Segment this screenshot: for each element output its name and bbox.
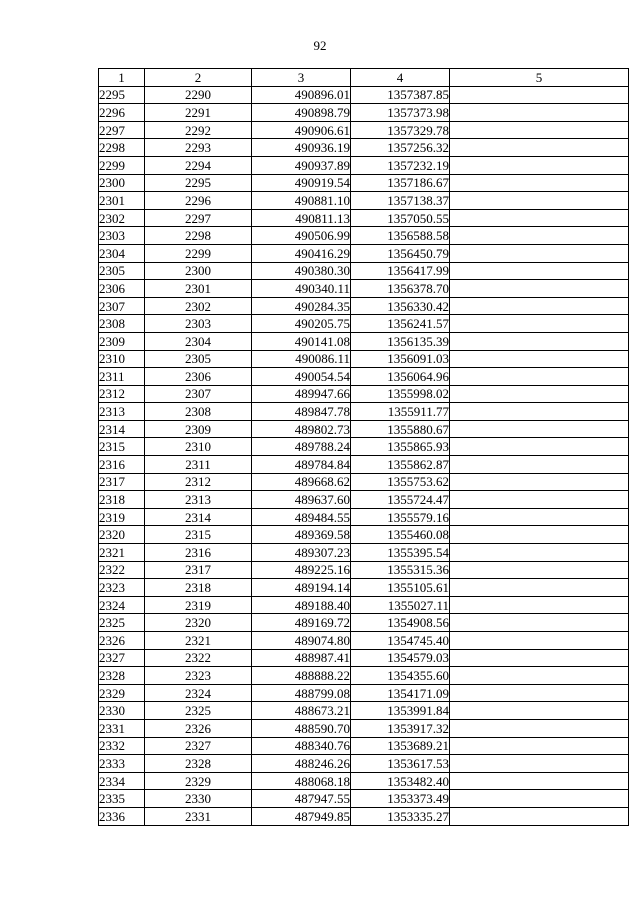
table-row <box>99 684 629 702</box>
table-row <box>99 702 629 720</box>
table-row <box>99 807 629 825</box>
table-cell-col-5 <box>450 614 629 632</box>
table-row <box>99 579 629 597</box>
table-cell-col-5 <box>450 192 629 210</box>
table-cell-col-2: 2315 <box>145 526 252 544</box>
table-cell-col-2: 2295 <box>145 174 252 192</box>
table-cell-col-4: 1356417.99 <box>351 262 450 280</box>
table-cell-col-4: 1356241.57 <box>351 315 450 333</box>
table-cell-col-4: 1355753.62 <box>351 473 450 491</box>
table-cell-col-2: 2326 <box>145 719 252 737</box>
table-cell-col-2: 2328 <box>145 755 252 773</box>
table-cell-col-2: 2307 <box>145 385 252 403</box>
table-cell-col-2: 2300 <box>145 262 252 280</box>
table-cell-col-4: 1355880.67 <box>351 420 450 438</box>
table-cell-col-1: 2329 <box>99 684 145 702</box>
table-cell-col-3: 490340.11 <box>252 280 351 298</box>
table-cell-col-2: 2320 <box>145 614 252 632</box>
table-cell-col-5 <box>450 244 629 262</box>
table-cell-col-5 <box>450 491 629 509</box>
table-row <box>99 174 629 192</box>
table-cell-col-1: 2311 <box>99 368 145 386</box>
table-row <box>99 368 629 386</box>
table-cell-col-3: 489194.14 <box>252 579 351 597</box>
table-cell-col-1: 2313 <box>99 403 145 421</box>
table-cell-col-1: 2309 <box>99 332 145 350</box>
table-cell-col-2: 2306 <box>145 368 252 386</box>
table-cell-col-2: 2323 <box>145 667 252 685</box>
table-cell-col-3: 490896.01 <box>252 86 351 104</box>
table-cell-col-2: 2330 <box>145 790 252 808</box>
table-cell-col-2: 2314 <box>145 508 252 526</box>
header-cell-1: 1 <box>99 69 145 87</box>
table-cell-col-4: 1356064.96 <box>351 368 450 386</box>
table-row <box>99 262 629 280</box>
table-row <box>99 86 629 104</box>
table-cell-col-2: 2297 <box>145 209 252 227</box>
table-cell-col-1: 2307 <box>99 297 145 315</box>
table-cell-col-1: 2314 <box>99 420 145 438</box>
table-row <box>99 755 629 773</box>
table-cell-col-3: 488590.70 <box>252 719 351 737</box>
table-cell-col-5 <box>450 280 629 298</box>
table-cell-col-5 <box>450 104 629 122</box>
table-row <box>99 438 629 456</box>
table-cell-col-2: 2331 <box>145 807 252 825</box>
table-row <box>99 209 629 227</box>
table-cell-col-3: 487947.55 <box>252 790 351 808</box>
table-cell-col-2: 2303 <box>145 315 252 333</box>
table-cell-col-1: 2306 <box>99 280 145 298</box>
table-row <box>99 649 629 667</box>
header-cell-3: 3 <box>252 69 351 87</box>
table-cell-col-1: 2323 <box>99 579 145 597</box>
table-cell-col-1: 2300 <box>99 174 145 192</box>
table-row <box>99 667 629 685</box>
table-row <box>99 121 629 139</box>
table-cell-col-1: 2305 <box>99 262 145 280</box>
table-cell-col-5 <box>450 262 629 280</box>
table-cell-col-3: 489947.66 <box>252 385 351 403</box>
table-cell-col-3: 489788.24 <box>252 438 351 456</box>
table-cell-col-2: 2301 <box>145 280 252 298</box>
table-row <box>99 790 629 808</box>
table-cell-col-5 <box>450 579 629 597</box>
table-cell-col-3: 489307.23 <box>252 544 351 562</box>
table-cell-col-5 <box>450 420 629 438</box>
table-cell-col-5 <box>450 508 629 526</box>
table-cell-col-3: 489637.60 <box>252 491 351 509</box>
table-row <box>99 719 629 737</box>
table-cell-col-4: 1355911.77 <box>351 403 450 421</box>
table-cell-col-1: 2328 <box>99 667 145 685</box>
table-cell-col-3: 489188.40 <box>252 596 351 614</box>
table-cell-col-3: 488068.18 <box>252 772 351 790</box>
table-cell-col-4: 1354355.60 <box>351 667 450 685</box>
table-cell-col-4: 1356330.42 <box>351 297 450 315</box>
table-cell-col-5 <box>450 790 629 808</box>
table-cell-col-3: 490205.75 <box>252 315 351 333</box>
table-cell-col-4: 1355315.36 <box>351 561 450 579</box>
table-row <box>99 192 629 210</box>
table-cell-col-4: 1357232.19 <box>351 156 450 174</box>
table-cell-col-2: 2310 <box>145 438 252 456</box>
table-cell-col-1: 2332 <box>99 737 145 755</box>
table-cell-col-5 <box>450 156 629 174</box>
table-cell-col-3: 488799.08 <box>252 684 351 702</box>
table-cell-col-4: 1356378.70 <box>351 280 450 298</box>
table-row <box>99 561 629 579</box>
table-cell-col-3: 489074.80 <box>252 632 351 650</box>
table-cell-col-5 <box>450 702 629 720</box>
table-cell-col-1: 2296 <box>99 104 145 122</box>
table-cell-col-2: 2292 <box>145 121 252 139</box>
table-cell-col-2: 2298 <box>145 227 252 245</box>
table-cell-col-3: 487949.85 <box>252 807 351 825</box>
table-cell-col-3: 490936.19 <box>252 139 351 157</box>
table-row <box>99 332 629 350</box>
table-cell-col-2: 2296 <box>145 192 252 210</box>
table-cell-col-3: 490141.08 <box>252 332 351 350</box>
table-row <box>99 544 629 562</box>
table-cell-col-1: 2325 <box>99 614 145 632</box>
table-cell-col-4: 1357050.55 <box>351 209 450 227</box>
table-cell-col-5 <box>450 174 629 192</box>
table-cell-col-2: 2299 <box>145 244 252 262</box>
table-row <box>99 403 629 421</box>
table-cell-col-2: 2325 <box>145 702 252 720</box>
table-cell-col-5 <box>450 473 629 491</box>
table-cell-col-2: 2322 <box>145 649 252 667</box>
table-cell-col-4: 1355579.16 <box>351 508 450 526</box>
table-cell-col-3: 490086.11 <box>252 350 351 368</box>
table-cell-col-4: 1355105.61 <box>351 579 450 597</box>
table-cell-col-3: 489169.72 <box>252 614 351 632</box>
table-cell-col-5 <box>450 737 629 755</box>
table-cell-col-2: 2312 <box>145 473 252 491</box>
header-cell-5: 5 <box>450 69 629 87</box>
table-row <box>99 420 629 438</box>
table-cell-col-5 <box>450 649 629 667</box>
table-cell-col-2: 2313 <box>145 491 252 509</box>
table-cell-col-4: 1354579.03 <box>351 649 450 667</box>
table-cell-col-3: 490898.79 <box>252 104 351 122</box>
header-row <box>99 69 629 87</box>
table-cell-col-1: 2336 <box>99 807 145 825</box>
table-cell-col-1: 2319 <box>99 508 145 526</box>
table-row <box>99 632 629 650</box>
table-cell-col-2: 2317 <box>145 561 252 579</box>
table-cell-col-5 <box>450 561 629 579</box>
table-row <box>99 491 629 509</box>
table-cell-col-5 <box>450 632 629 650</box>
table-cell-col-4: 1355027.11 <box>351 596 450 614</box>
table-cell-col-1: 2315 <box>99 438 145 456</box>
table-cell-col-3: 488673.21 <box>252 702 351 720</box>
table-cell-col-4: 1355865.93 <box>351 438 450 456</box>
table-cell-col-1: 2317 <box>99 473 145 491</box>
table-cell-col-3: 490906.61 <box>252 121 351 139</box>
table-cell-col-1: 2308 <box>99 315 145 333</box>
table-row <box>99 244 629 262</box>
table-cell-col-5 <box>450 772 629 790</box>
table-cell-col-5 <box>450 403 629 421</box>
table-cell-col-5 <box>450 297 629 315</box>
table-cell-col-1: 2304 <box>99 244 145 262</box>
table-cell-col-2: 2309 <box>145 420 252 438</box>
table-cell-col-1: 2318 <box>99 491 145 509</box>
table-cell-col-2: 2311 <box>145 456 252 474</box>
table-cell-col-3: 490380.30 <box>252 262 351 280</box>
table-cell-col-4: 1357329.78 <box>351 121 450 139</box>
table-cell-col-5 <box>450 526 629 544</box>
table-row <box>99 737 629 755</box>
table-cell-col-5 <box>450 684 629 702</box>
table-cell-col-5 <box>450 719 629 737</box>
table-cell-col-1: 2320 <box>99 526 145 544</box>
table-cell-col-2: 2304 <box>145 332 252 350</box>
table-row <box>99 456 629 474</box>
table-cell-col-2: 2305 <box>145 350 252 368</box>
table-cell-col-5 <box>450 350 629 368</box>
table-cell-col-4: 1357373.98 <box>351 104 450 122</box>
coordinates-table <box>98 68 629 826</box>
table-cell-col-3: 490937.89 <box>252 156 351 174</box>
table-cell-col-2: 2319 <box>145 596 252 614</box>
table-cell-col-4: 1356135.39 <box>351 332 450 350</box>
table-cell-col-2: 2290 <box>145 86 252 104</box>
table-cell-col-4: 1355998.02 <box>351 385 450 403</box>
table-row <box>99 526 629 544</box>
table-cell-col-3: 489369.58 <box>252 526 351 544</box>
table-cell-col-3: 490811.13 <box>252 209 351 227</box>
table-cell-col-3: 489668.62 <box>252 473 351 491</box>
header-cell-2: 2 <box>145 69 252 87</box>
table-cell-col-1: 2327 <box>99 649 145 667</box>
table-row <box>99 156 629 174</box>
table-cell-col-2: 2316 <box>145 544 252 562</box>
table-row <box>99 227 629 245</box>
table-row <box>99 614 629 632</box>
table-cell-col-5 <box>450 544 629 562</box>
table-cell-col-2: 2294 <box>145 156 252 174</box>
table-cell-col-4: 1353991.84 <box>351 702 450 720</box>
table-cell-col-2: 2308 <box>145 403 252 421</box>
table-cell-col-1: 2326 <box>99 632 145 650</box>
table-cell-col-1: 2331 <box>99 719 145 737</box>
table-row <box>99 280 629 298</box>
table-cell-col-4: 1355862.87 <box>351 456 450 474</box>
table-cell-col-4: 1357387.85 <box>351 86 450 104</box>
table-cell-col-1: 2303 <box>99 227 145 245</box>
table-cell-col-1: 2297 <box>99 121 145 139</box>
table-cell-col-4: 1353335.27 <box>351 807 450 825</box>
table-cell-col-1: 2302 <box>99 209 145 227</box>
table-cell-col-1: 2322 <box>99 561 145 579</box>
table-cell-col-2: 2318 <box>145 579 252 597</box>
table-cell-col-1: 2334 <box>99 772 145 790</box>
table-cell-col-1: 2316 <box>99 456 145 474</box>
table-row <box>99 350 629 368</box>
header-cell-4: 4 <box>351 69 450 87</box>
table-cell-col-4: 1357138.37 <box>351 192 450 210</box>
table-cell-col-4: 1356091.03 <box>351 350 450 368</box>
table-cell-col-1: 2301 <box>99 192 145 210</box>
table-cell-col-1: 2333 <box>99 755 145 773</box>
table-cell-col-2: 2302 <box>145 297 252 315</box>
table-cell-col-5 <box>450 121 629 139</box>
table-cell-col-4: 1357186.67 <box>351 174 450 192</box>
table-cell-col-3: 488987.41 <box>252 649 351 667</box>
page-number: 92 <box>313 38 327 53</box>
table-cell-col-5 <box>450 456 629 474</box>
table-cell-col-2: 2324 <box>145 684 252 702</box>
table-cell-col-3: 490416.29 <box>252 244 351 262</box>
table-body <box>99 86 629 825</box>
table-cell-col-1: 2310 <box>99 350 145 368</box>
table-cell-col-5 <box>450 807 629 825</box>
table-cell-col-1: 2299 <box>99 156 145 174</box>
table-cell-col-3: 490284.35 <box>252 297 351 315</box>
table-cell-col-1: 2330 <box>99 702 145 720</box>
table-cell-col-1: 2321 <box>99 544 145 562</box>
table-cell-col-1: 2298 <box>99 139 145 157</box>
table-cell-col-5 <box>450 332 629 350</box>
table-cell-col-1: 2295 <box>99 86 145 104</box>
table-cell-col-4: 1356450.79 <box>351 244 450 262</box>
table-cell-col-5 <box>450 667 629 685</box>
table-cell-col-3: 489484.55 <box>252 508 351 526</box>
table-cell-col-3: 490054.54 <box>252 368 351 386</box>
table-cell-col-3: 490919.54 <box>252 174 351 192</box>
table-cell-col-3: 489802.73 <box>252 420 351 438</box>
table-cell-col-5 <box>450 227 629 245</box>
table-cell-col-1: 2324 <box>99 596 145 614</box>
table-row <box>99 385 629 403</box>
table-cell-col-5 <box>450 385 629 403</box>
table-cell-col-3: 489847.78 <box>252 403 351 421</box>
table-cell-col-4: 1353917.32 <box>351 719 450 737</box>
table-row <box>99 772 629 790</box>
table-cell-col-4: 1353689.21 <box>351 737 450 755</box>
table-row <box>99 297 629 315</box>
table-cell-col-2: 2291 <box>145 104 252 122</box>
table-cell-col-4: 1356588.58 <box>351 227 450 245</box>
table-cell-col-2: 2329 <box>145 772 252 790</box>
table-cell-col-4: 1353482.40 <box>351 772 450 790</box>
table-cell-col-3: 490881.10 <box>252 192 351 210</box>
table-cell-col-2: 2327 <box>145 737 252 755</box>
table-cell-col-3: 488888.22 <box>252 667 351 685</box>
table-cell-col-1: 2335 <box>99 790 145 808</box>
table-header <box>99 69 629 87</box>
table-row <box>99 473 629 491</box>
table-row <box>99 104 629 122</box>
table-cell-col-2: 2293 <box>145 139 252 157</box>
table-cell-col-4: 1355460.08 <box>351 526 450 544</box>
table-cell-col-5 <box>450 368 629 386</box>
table-cell-col-4: 1353373.49 <box>351 790 450 808</box>
table-cell-col-5 <box>450 209 629 227</box>
table-cell-col-5 <box>450 596 629 614</box>
table-row <box>99 596 629 614</box>
table-cell-col-4: 1353617.53 <box>351 755 450 773</box>
table-cell-col-5 <box>450 315 629 333</box>
table-cell-col-5 <box>450 139 629 157</box>
table-cell-col-5 <box>450 86 629 104</box>
table-cell-col-4: 1354171.09 <box>351 684 450 702</box>
table-cell-col-4: 1357256.32 <box>351 139 450 157</box>
table-cell-col-5 <box>450 438 629 456</box>
table-cell-col-4: 1354745.40 <box>351 632 450 650</box>
table-cell-col-3: 489784.84 <box>252 456 351 474</box>
table-cell-col-3: 490506.99 <box>252 227 351 245</box>
table-row <box>99 315 629 333</box>
table-cell-col-4: 1355395.54 <box>351 544 450 562</box>
table-cell-col-2: 2321 <box>145 632 252 650</box>
table-row <box>99 139 629 157</box>
table-cell-col-3: 488246.26 <box>252 755 351 773</box>
table-cell-col-4: 1354908.56 <box>351 614 450 632</box>
table-row <box>99 508 629 526</box>
table-cell-col-4: 1355724.47 <box>351 491 450 509</box>
table-cell-col-3: 489225.16 <box>252 561 351 579</box>
table-cell-col-3: 488340.76 <box>252 737 351 755</box>
table-cell-col-1: 2312 <box>99 385 145 403</box>
table-cell-col-5 <box>450 755 629 773</box>
